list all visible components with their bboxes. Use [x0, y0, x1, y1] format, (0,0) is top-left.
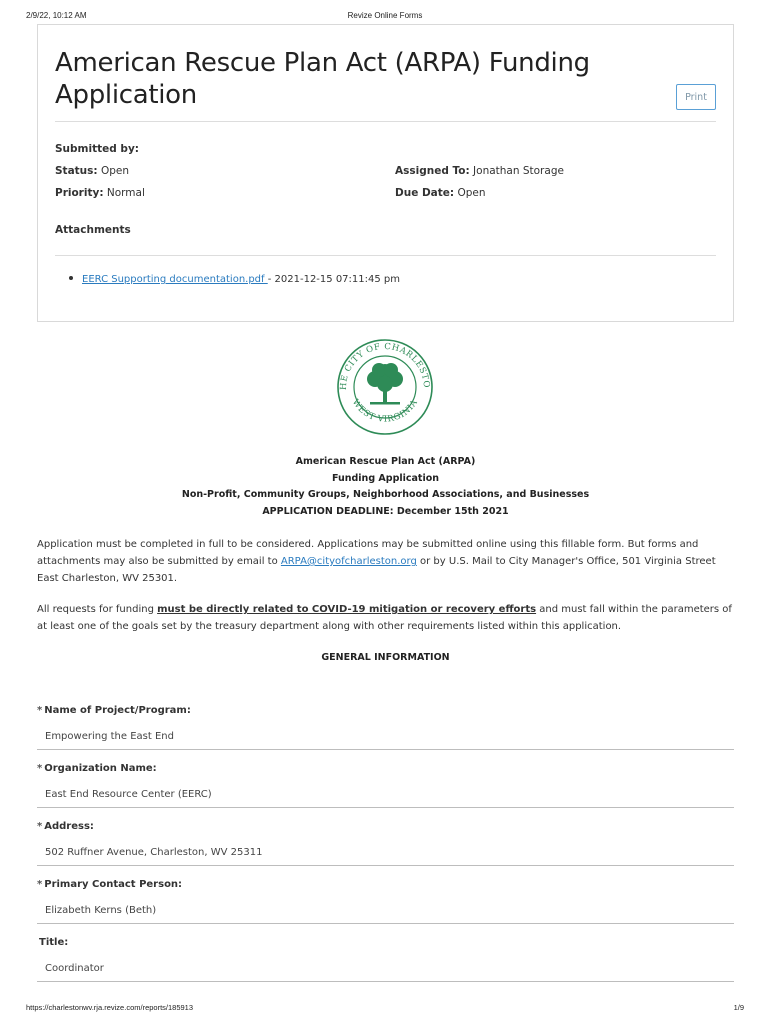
field-label-organization [37, 763, 157, 774]
print-page-title: Revize Online Forms [347, 11, 423, 20]
emphasis-text: must be directly related to COVID-19 mitigation or recovery efforts [157, 604, 537, 615]
submission-summary-card [37, 24, 734, 322]
divider [55, 255, 716, 256]
bullet-icon [69, 276, 73, 280]
print-button[interactable]: Print [676, 84, 716, 110]
required-marker: * [37, 763, 43, 774]
submitted-by-label: Submitted by: [55, 143, 139, 155]
project-name-field[interactable]: Empowering the East End [37, 722, 734, 750]
required-marker: * [37, 705, 43, 716]
attachments-heading [55, 224, 131, 236]
priority-value: Normal [106, 187, 145, 199]
title-field[interactable]: Coordinator [37, 954, 734, 982]
email-link[interactable]: ARPA@cityofcharleston.org [280, 556, 417, 567]
heading-line: Non-Profit, Community Groups, Neighborhood Associations, and Businesses [181, 489, 590, 500]
status-label: Status: [55, 165, 98, 177]
intro-text: Application must be completed in full to be considered. Applications may be submitted online using this fillable form. But forms and attachments may also be submitted by email to [37, 539, 699, 567]
priority-label: Priority: [55, 187, 104, 199]
status-value: Open [100, 165, 130, 177]
due-date-label: Due Date: [395, 187, 455, 199]
requirements-text: and must fall within the parameters of at least one of the goals set by the treasury department along with other requirements listed within this application. [37, 604, 732, 632]
field-label-contact-person [37, 879, 182, 890]
browser-print-header [26, 11, 744, 23]
heading-line: American Rescue Plan Act (ARPA) [295, 456, 476, 467]
assigned-row [395, 165, 564, 177]
print-url: https://charlestonwv.rja.revize.com/reports/185913 [26, 1003, 194, 1012]
page-number: 1/9 [733, 1003, 744, 1012]
form-heading [37, 454, 734, 520]
priority-row [55, 187, 145, 199]
assigned-label: Assigned To: [395, 165, 470, 177]
browser-print-footer [26, 1003, 744, 1015]
intro-text: or by U.S. Mail to City Manager's Office, 501 Virginia Street East Charleston, WV 25301. [37, 556, 716, 584]
assigned-value: Jonathan Storage [473, 165, 564, 177]
requirements-text: All requests for funding [37, 604, 158, 615]
seal-top-text: HE CITY OF CHARLESTO [338, 341, 432, 391]
label-text: Address: [44, 821, 94, 832]
attachments-label: Attachments [55, 224, 131, 236]
attachment-list [69, 274, 400, 285]
heading-line: Funding Application [331, 472, 440, 484]
heading-line: APPLICATION DEADLINE: December 15th 2021 [262, 505, 509, 517]
due-date-value: Open [457, 187, 486, 199]
label-text: Name of Project/Program: [44, 705, 191, 716]
tree-icon [367, 363, 403, 405]
print-date: 2/9/22, 10:12 AM [26, 11, 87, 20]
submitted-by [55, 143, 139, 155]
label-text: Title: [39, 937, 69, 948]
label-text: Organization Name: [44, 763, 157, 774]
city-of-charleston-seal [332, 338, 438, 436]
divider [55, 121, 716, 122]
required-marker: * [37, 879, 43, 890]
attachment-link[interactable]: EERC Supporting documentation.pdf [82, 274, 268, 285]
list-item [69, 274, 400, 285]
seal-bottom-text: WEST VIRGINIA [349, 397, 421, 425]
field-label-project-name [37, 705, 191, 716]
section-title: GENERAL INFORMATION [321, 652, 450, 663]
intro-paragraph [37, 536, 734, 587]
field-label-address [37, 821, 94, 832]
organization-name-field[interactable]: East End Resource Center (EERC) [37, 780, 734, 808]
attachment-timestamp: - 2021-12-15 07:11:45 pm [267, 274, 400, 285]
contact-person-field[interactable]: Elizabeth Kerns (Beth) [37, 896, 734, 924]
status-row [55, 165, 129, 177]
address-field[interactable]: 502 Ruffner Avenue, Charleston, WV 25311 [37, 838, 734, 866]
page-title: American Rescue Plan Act (ARPA) Funding Application [55, 48, 590, 110]
requirements-paragraph [37, 601, 734, 635]
field-label-title [37, 937, 68, 948]
required-marker: * [37, 821, 43, 832]
label-text: Primary Contact Person: [44, 879, 183, 890]
due-date-row [395, 187, 486, 199]
